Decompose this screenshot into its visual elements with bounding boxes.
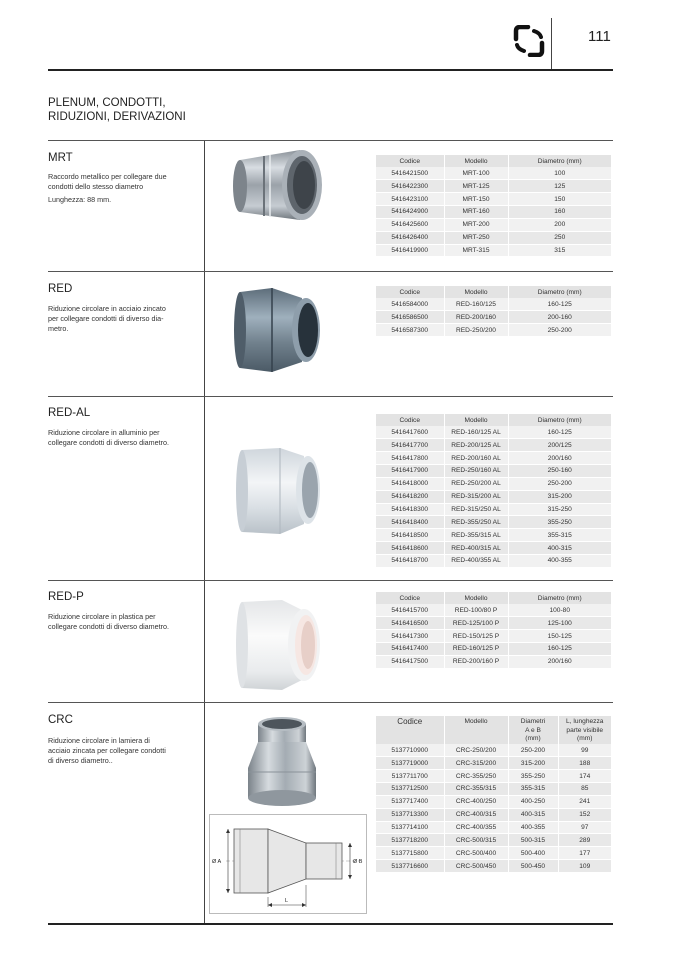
cell-codice: 5416415700 [376,604,444,617]
header-line: A e B [525,726,541,734]
cell-codice: 5416417900 [376,465,444,478]
column-header: Codice [376,716,444,744]
cell-diametro: 200/160 [508,655,612,668]
table-row [376,542,612,555]
column-header: Modello [444,286,508,298]
column-header: Modello [444,414,508,426]
table-row [376,860,612,873]
section-title-redp: RED-P [48,591,84,603]
cell-modello: RED-250/200 [444,324,508,337]
cell-diametro: 400-355 [508,554,612,567]
table-row [376,834,612,847]
column-header: Diametro (mm) [508,592,612,604]
cell-codice: 5416418500 [376,529,444,542]
cell-diametro: 250-160 [508,465,612,478]
cell-modello: MRT-315 [444,244,508,257]
cell-codice: 5416417300 [376,630,444,643]
cell-codice: 5416421500 [376,167,444,180]
cell-codice: 5416422300 [376,180,444,193]
cell-codice: 5137713300 [376,808,444,821]
cell-lunghezza: 97 [558,821,612,834]
cell-codice: 5416584000 [376,298,444,311]
table-row [376,655,612,668]
cell-diametro: 400-315 [508,542,612,555]
cell-diametro: 160-125 [508,643,612,656]
cell-diametri: 315-200 [508,757,558,770]
cell-diametro: 150-125 [508,630,612,643]
label-diameter-a: Ø A [212,859,222,865]
section-rule-mrt [48,140,613,141]
cell-modello: RED-355/315 AL [444,529,508,542]
brand-logo-icon [512,25,546,57]
section-title-redal: RED-AL [48,407,91,419]
table-row [376,808,612,821]
cell-modello: RED-315/250 AL [444,503,508,516]
column-header: Codice [376,592,444,604]
cell-modello: CRC-400/355 [444,821,508,834]
table-row [376,244,612,257]
section-title-red: RED [48,283,73,295]
cell-codice: 5137711700 [376,770,444,783]
cell-diametro: 200/125 [508,439,612,452]
cell-modello: MRT-125 [444,180,508,193]
cell-modello: MRT-160 [444,206,508,219]
section-rule-redp [48,580,613,581]
cell-diametro: 315-200 [508,490,612,503]
column-header: Diametro (mm) [508,414,612,426]
cell-modello: RED-315/200 AL [444,490,508,503]
cell-diametro: 200/160 [508,452,612,465]
cell-codice: 5137719000 [376,757,444,770]
cell-codice: 5416426400 [376,231,444,244]
cell-diametri: 400-250 [508,795,558,808]
table-row [376,311,612,324]
header-divider [551,18,552,70]
cell-diametro: 160 [508,206,612,219]
table-row [376,516,612,529]
column-header: Codice [376,155,444,167]
cell-diametro: 150 [508,193,612,206]
cell-codice: 5416417700 [376,439,444,452]
desc-line: metro. [48,324,69,333]
cell-modello: CRC-355/250 [444,770,508,783]
cell-codice: 5137714100 [376,821,444,834]
cell-diametri: 500-315 [508,834,558,847]
table-row [376,503,612,516]
table-row [376,167,612,180]
table-row [376,193,612,206]
table-row [376,298,612,311]
section-rule-redal [48,396,613,397]
product-table-redp [376,592,612,669]
desc-line: collegare condotti di diverso diametro. [48,438,170,447]
cell-diametri: 400-355 [508,821,558,834]
table-row [376,783,612,796]
section-rule-crc [48,702,613,703]
table-row [376,630,612,643]
cell-codice: 5416418600 [376,542,444,555]
desc-line: Riduzione circolare in lamiera di [48,736,150,745]
column-header: Modello [444,716,508,744]
cell-modello: CRC-500/315 [444,834,508,847]
cell-diametro: 100-80 [508,604,612,617]
cell-codice: 5416418700 [376,554,444,567]
cell-codice: 5137718200 [376,834,444,847]
table-row [376,477,612,490]
cell-modello: MRT-150 [444,193,508,206]
column-header [558,716,612,744]
page-title [48,96,248,124]
cell-modello: MRT-200 [444,218,508,231]
desc-line: Riduzione circolare in alluminio per [48,428,160,437]
header-line: (mm) [525,735,541,742]
cell-diametro: 250 [508,231,612,244]
cell-modello: RED-100/80 P [444,604,508,617]
cell-diametri: 500-450 [508,860,558,873]
cell-codice: 5416587300 [376,324,444,337]
cell-codice: 5416417800 [376,452,444,465]
reducer-diagram [210,815,366,913]
cell-modello: RED-200/160 AL [444,452,508,465]
column-header: Codice [376,414,444,426]
cell-codice: 5137717400 [376,795,444,808]
cell-diametro: 100 [508,167,612,180]
cell-codice: 5416419900 [376,244,444,257]
cell-diametro: 315-250 [508,503,612,516]
desc-line: acciaio zincata per collegare condotti [48,746,166,755]
product-table-crc [376,716,612,873]
cell-modello: MRT-100 [444,167,508,180]
cell-codice: 5137710900 [376,744,444,757]
table-row [376,757,612,770]
cell-lunghezza: 174 [558,770,612,783]
cell-modello: RED-160/125 [444,298,508,311]
cell-modello: CRC-355/315 [444,783,508,796]
cell-modello: MRT-250 [444,231,508,244]
section-desc-mrt [48,172,198,205]
cell-codice: 5416418000 [376,477,444,490]
table-row [376,529,612,542]
desc-line: Riduzione circolare in plastica per [48,612,156,621]
cell-codice: 5416424900 [376,206,444,219]
table-row [376,426,612,439]
cell-diametro: 160-125 [508,426,612,439]
column-header: Diametro (mm) [508,155,612,167]
section-title-mrt: MRT [48,152,73,164]
section-title-crc: CRC [48,714,73,726]
cell-modello: CRC-400/250 [444,795,508,808]
cell-lunghezza: 241 [558,795,612,808]
section-desc-red [48,304,198,334]
cell-modello: RED-160/125 P [444,643,508,656]
cell-diametro: 125-100 [508,617,612,630]
cell-modello: RED-355/250 AL [444,516,508,529]
product-table-red [376,286,612,337]
cell-diametro: 160-125 [508,298,612,311]
cell-modello: CRC-315/200 [444,757,508,770]
cell-lunghezza: 177 [558,847,612,860]
cell-codice: 5416586500 [376,311,444,324]
cell-diametro: 250-200 [508,324,612,337]
cell-modello: RED-250/160 AL [444,465,508,478]
product-image-crc [244,714,320,808]
cell-lunghezza: 152 [558,808,612,821]
cell-diametri: 355-250 [508,770,558,783]
header-line: Diametri [520,718,546,725]
cell-lunghezza: 188 [558,757,612,770]
cell-modello: RED-125/100 P [444,617,508,630]
cell-diametri: 400-315 [508,808,558,821]
cell-modello: CRC-500/450 [444,860,508,873]
cell-modello: RED-160/125 AL [444,426,508,439]
table-row [376,465,612,478]
cell-modello: RED-400/315 AL [444,542,508,555]
column-header: Modello [444,592,508,604]
column-header: Diametro (mm) [508,286,612,298]
cell-modello: RED-200/160 P [444,655,508,668]
cell-modello: RED-200/125 AL [444,439,508,452]
cell-diametri: 355-315 [508,783,558,796]
section-desc-redp [48,612,198,632]
cell-modello: RED-150/125 P [444,630,508,643]
header-line: parte visibile [566,726,604,734]
cell-codice: 5416417500 [376,655,444,668]
table-row [376,604,612,617]
cell-lunghezza: 85 [558,783,612,796]
product-table-redal [376,414,612,568]
column-header [508,716,558,744]
table-row [376,218,612,231]
product-image-redal [232,444,326,538]
desc-line: di diverso diametro.. [48,756,113,765]
section-desc-crc [48,736,198,766]
cell-codice: 5416418400 [376,516,444,529]
product-image-mrt [230,146,326,226]
page-title-line-2: RIDUZIONI, DERIVAZIONI [48,111,186,123]
cell-diametro: 355-315 [508,529,612,542]
cell-diametro: 355-250 [508,516,612,529]
cell-codice: 5137715800 [376,847,444,860]
desc-line: per collegare condotti di diverso dia- [48,314,164,323]
header-line: L, lunghezza [566,718,604,725]
table-row [376,180,612,193]
desc-line: Raccordo metallico per collegare due [48,172,167,181]
product-image-red [232,284,328,376]
cell-diametri: 250-200 [508,744,558,757]
cell-codice: 5416425600 [376,218,444,231]
cell-modello: CRC-400/315 [444,808,508,821]
cell-diametro: 250-200 [508,477,612,490]
technical-drawing-crc [209,814,367,914]
table-row [376,439,612,452]
section-rule-red [48,271,613,272]
cell-codice: 5416418300 [376,503,444,516]
cell-codice: 5137716600 [376,860,444,873]
cell-diametro: 125 [508,180,612,193]
cell-lunghezza: 99 [558,744,612,757]
header-line: (mm) [577,735,593,742]
table-row [376,452,612,465]
cell-codice: 5416417600 [376,426,444,439]
table-row [376,643,612,656]
cell-diametro: 315 [508,244,612,257]
cell-modello: RED-200/160 [444,311,508,324]
desc-line: collegare condotti di diverso diametro. [48,622,170,631]
table-row [376,847,612,860]
table-row [376,554,612,567]
cell-modello: RED-400/355 AL [444,554,508,567]
table-row [376,490,612,503]
page-number: 111 [588,28,611,45]
section-desc-redal [48,428,198,448]
cell-codice: 5416417400 [376,643,444,656]
cell-codice: 5416418200 [376,490,444,503]
desc-line: condotti dello stesso diametro [48,182,144,191]
product-table-mrt [376,155,612,257]
desc-line: Lunghezza: 88 mm. [48,195,112,204]
desc-line: Riduzione circolare in acciaio zincato [48,304,166,313]
cell-modello: CRC-500/400 [444,847,508,860]
column-header: Codice [376,286,444,298]
table-row [376,821,612,834]
cell-codice: 5416416500 [376,617,444,630]
cell-codice: 5416423100 [376,193,444,206]
bottom-rule [48,923,613,925]
column-header: Modello [444,155,508,167]
cell-lunghezza: 109 [558,860,612,873]
cell-diametro: 200-160 [508,311,612,324]
cell-modello: RED-250/200 AL [444,477,508,490]
cell-diametri: 500-400 [508,847,558,860]
label-diameter-b: Ø B [353,859,363,865]
table-row [376,770,612,783]
table-row [376,744,612,757]
cell-diametro: 200 [508,218,612,231]
label-length: L [285,898,289,904]
cell-modello: CRC-250/200 [444,744,508,757]
column-divider [204,140,205,923]
top-rule [48,69,613,71]
table-row [376,617,612,630]
product-image-redp [232,598,328,692]
cell-lunghezza: 289 [558,834,612,847]
table-row [376,324,612,337]
table-row [376,231,612,244]
table-row [376,795,612,808]
page-title-line-1: PLENUM, CONDOTTI, [48,97,166,109]
cell-codice: 5137712500 [376,783,444,796]
table-row [376,206,612,219]
